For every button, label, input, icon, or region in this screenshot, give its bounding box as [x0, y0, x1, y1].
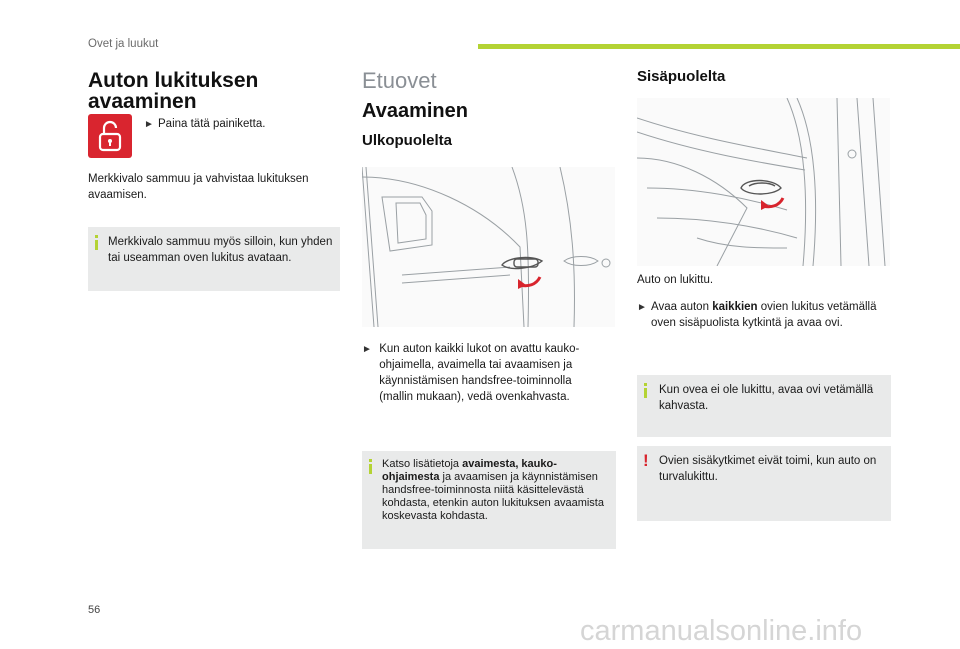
page-number: 56: [88, 604, 101, 616]
heading-opening: Avaaminen: [362, 100, 468, 122]
lock-button-tile: [88, 114, 132, 158]
info-icon: [369, 459, 372, 462]
bullet-text-pre: Avaa auton: [651, 301, 713, 313]
list-item: [144, 116, 334, 133]
bullet-text-bold: kaikkien: [712, 301, 758, 313]
note-text-post: ja avaamisen ja käynnistämisen handsfree-toiminnosta niitä käsittelevästä kohdasta, etenkin auton lukituksen avaamista koskevasta kohdasta.: [382, 471, 604, 522]
bullet-icon: ►: [144, 119, 154, 130]
bullet-text-post: ovien lukitus vetämällä oven sisäpuolista kytkintä ja avaa ovi.: [651, 301, 877, 329]
info-note: [88, 227, 340, 291]
subheading-outside: Ulkopuolelta: [362, 132, 453, 149]
info-icon: [644, 383, 647, 386]
info-icon-stem: [644, 388, 647, 398]
heading-unlock: Auton lukituksen avaaminen: [88, 69, 259, 113]
section-title-front-doors: Etuovet: [362, 68, 437, 93]
info-note-text: Merkkivalo sammuu myös silloin, kun yhden tai useamman oven lukitus avataan.: [108, 236, 333, 264]
interior-door-drawing: [637, 98, 890, 266]
bullet-text: [651, 299, 891, 331]
info-note: [637, 375, 891, 437]
info-icon: [95, 235, 98, 238]
bullet-text: Paina tätä painiketta.: [158, 118, 266, 130]
bullet-icon: ►: [637, 302, 647, 313]
warning-icon: !: [643, 451, 649, 470]
list-item: [362, 341, 602, 405]
warning-note: [637, 446, 891, 521]
exterior-door-drawing: [362, 167, 615, 327]
bullet-icon: ►: [362, 344, 372, 355]
info-icon-stem: [369, 464, 372, 474]
exterior-door-handle-illustration: [362, 167, 615, 327]
paragraph: Auto on lukittu.: [637, 274, 714, 286]
info-icon-stem: [95, 240, 98, 250]
note-text-pre: Katso lisätietoja: [382, 458, 463, 470]
list-item: [637, 299, 893, 331]
info-note-text: Kun ovea ei ole lukittu, avaa ovi vetämällä kahvasta.: [659, 384, 874, 412]
padlock-open-icon: [88, 114, 132, 158]
info-note: [362, 451, 616, 549]
subheading-inside: Sisäpuolelta: [637, 68, 726, 85]
warning-note-text: Ovien sisäkytkimet eivät toimi, kun auto on turvalukittu.: [659, 455, 877, 483]
interior-door-handle-illustration: [637, 98, 890, 266]
section-header: Ovet ja luukut: [88, 38, 159, 50]
header-accent-bar: [478, 44, 960, 49]
watermark: carmanualsonline.info: [580, 615, 863, 647]
bullet-text: Kun auton kaikki lukot on avattu kauko-ohjaimella, avaimella tai avaamisen ja käynnistämisen handsfree-toiminnolla (mallin mukaan), vedä ovenkahvasta.: [379, 343, 580, 403]
info-note-text: [382, 458, 608, 523]
paragraph: Merkkivalo sammuu ja vahvistaa lukituksen avaamisen.: [88, 173, 309, 201]
note-text-bold: avaimesta, kauko-ohjaimesta: [382, 458, 557, 483]
